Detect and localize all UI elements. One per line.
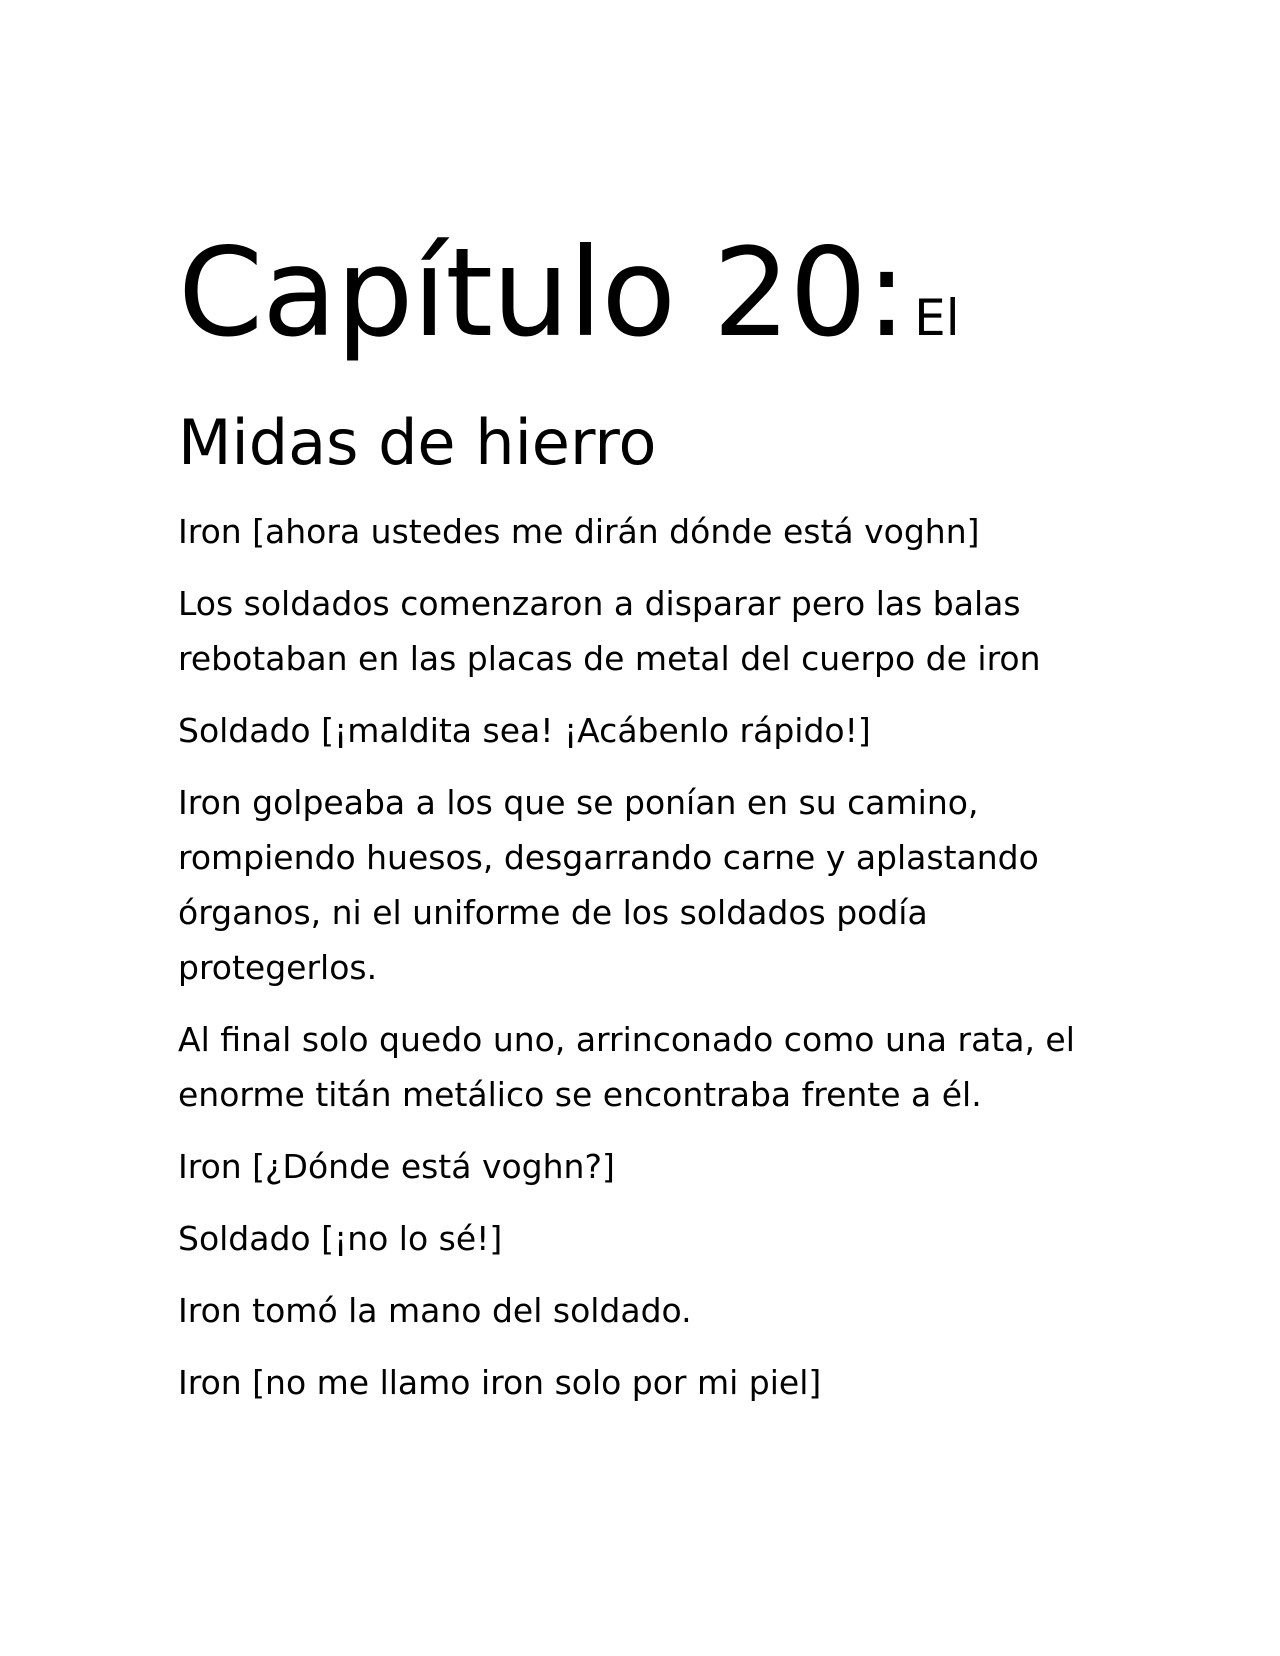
chapter-title bbox=[178, 222, 1108, 364]
paragraph-1: Iron [ahora ustedes me dirán dónde está voghn] bbox=[178, 512, 980, 551]
paragraph-7: Soldado [¡no lo sé!] bbox=[178, 1219, 503, 1258]
paragraph-4: Iron golpeaba a los que se ponían en su camino, rompiendo huesos, desgarrando carne y aplastando órganos, ni el uniforme de los soldados podía protegerlos. bbox=[178, 783, 1039, 987]
paragraph-9: Iron [no me llamo iron solo por mi piel] bbox=[178, 1363, 822, 1402]
chapter-subtitle: Midas de hierro bbox=[178, 406, 657, 479]
document-content bbox=[178, 222, 1108, 1410]
paragraph-8: Iron tomó la mano del soldado. bbox=[178, 1291, 692, 1330]
chapter-title-main: Capítulo 20: bbox=[178, 222, 907, 364]
paragraph-6: Iron [¿Dónde está voghn?] bbox=[178, 1147, 615, 1186]
paragraph-5: Al final solo quedo uno, arrinconado como una rata, el enorme titán metálico se encontraba frente a él. bbox=[178, 1020, 1075, 1114]
chapter-title-suffix: El bbox=[914, 289, 960, 347]
paragraph-3: Soldado [¡maldita sea! ¡Acábenlo rápido!] bbox=[178, 711, 871, 750]
paragraph-2: Los soldados comenzaron a disparar pero las balas rebotaban en las placas de metal del cuerpo de iron bbox=[178, 584, 1041, 678]
